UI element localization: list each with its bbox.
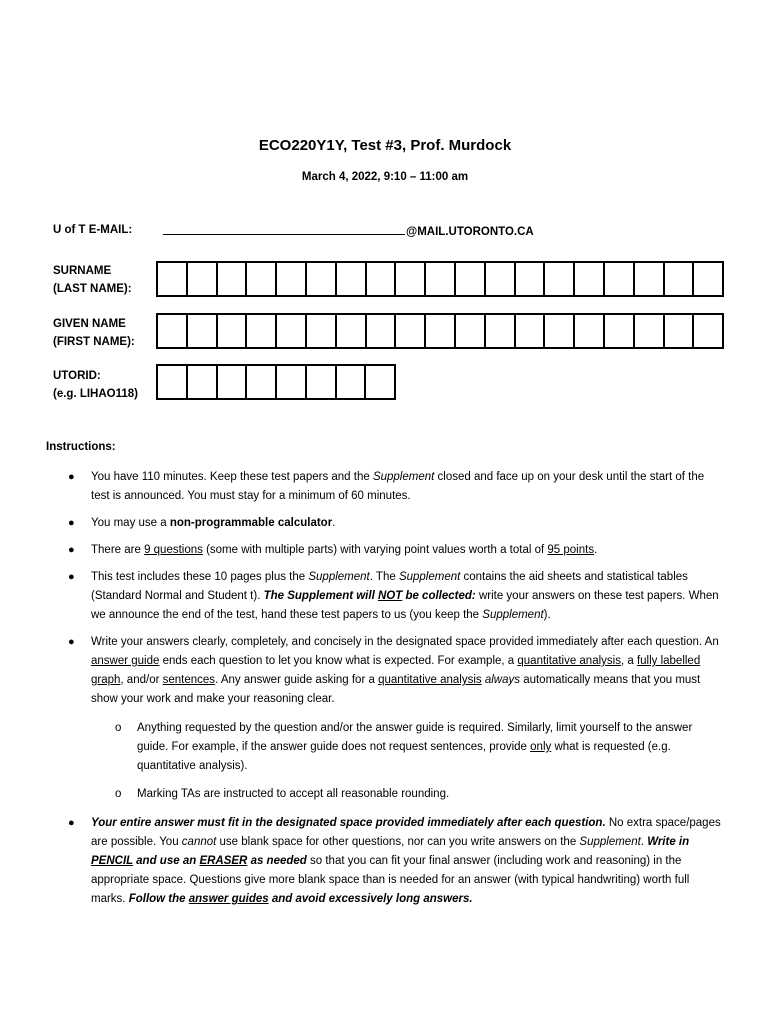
instruction-space: ● Your entire answer must fit in the designated space provided immediately after each question. No extra space/pages are possible. You cannot use blank space for other questions, nor can you write answers on the Supplement. Write in PENCIL and use an ERASER as needed so that you can fit your final answer (including work and reasoning) in the appropriate space. Questions give more blank space than is needed for an answer (with typical handwriting) worth full marks. Follow the answer guides and avoid excessively long answers. xyxy=(65,814,725,909)
surname-boxes[interactable] xyxy=(156,261,724,297)
bullet-icon: ● xyxy=(68,544,75,556)
sub-instruction-guide: o Anything requested by the question and/or the answer guide is required. Similarly, limit yourself to the answer guide. For example, if the answer guide does not request sentences, provide only what is requested (e.g. quantitative analysis). xyxy=(65,719,725,776)
bullet-icon: ● xyxy=(68,636,75,648)
letter-box[interactable] xyxy=(307,366,337,398)
email-blank-line[interactable] xyxy=(163,222,405,235)
letter-box[interactable] xyxy=(218,263,248,295)
given-name-label xyxy=(53,315,135,351)
letter-box[interactable] xyxy=(456,263,486,295)
email-field[interactable] xyxy=(163,222,534,238)
letter-box[interactable] xyxy=(247,366,277,398)
letter-box[interactable] xyxy=(218,366,248,398)
given-name-label-line2: (FIRST NAME): xyxy=(53,336,135,348)
instruction-questions: ● There are 9 questions (some with multiple parts) with varying point values worth a total of 95 points. xyxy=(65,541,725,560)
letter-box[interactable] xyxy=(158,315,188,347)
bullet-icon: ● xyxy=(68,517,75,529)
letter-box[interactable] xyxy=(605,315,635,347)
letter-box[interactable] xyxy=(694,263,722,295)
letter-box[interactable] xyxy=(694,315,722,347)
letter-box[interactable] xyxy=(545,263,575,295)
letter-box[interactable] xyxy=(366,366,394,398)
letter-box[interactable] xyxy=(188,263,218,295)
letter-box[interactable] xyxy=(665,263,695,295)
letter-box[interactable] xyxy=(247,315,277,347)
letter-box[interactable] xyxy=(396,315,426,347)
surname-label-line1: SURNAME xyxy=(53,265,112,277)
letter-box[interactable] xyxy=(277,315,307,347)
letter-box[interactable] xyxy=(337,315,367,347)
letter-box[interactable] xyxy=(426,315,456,347)
letter-box[interactable] xyxy=(635,263,665,295)
letter-box[interactable] xyxy=(635,315,665,347)
letter-box[interactable] xyxy=(456,315,486,347)
letter-box[interactable] xyxy=(218,315,248,347)
utorid-label xyxy=(53,367,138,403)
letter-box[interactable] xyxy=(188,366,218,398)
letter-box[interactable] xyxy=(545,315,575,347)
letter-box[interactable] xyxy=(516,315,546,347)
bullet-icon: ● xyxy=(68,817,75,829)
utorid-boxes[interactable] xyxy=(156,364,396,400)
letter-box[interactable] xyxy=(665,315,695,347)
letter-box[interactable] xyxy=(307,315,337,347)
given-name-label-line1: GIVEN NAME xyxy=(53,318,126,330)
letter-box[interactable] xyxy=(337,263,367,295)
bullet-icon: ● xyxy=(68,571,75,583)
test-date: March 4, 2022, 9:10 – 11:00 am xyxy=(301,171,469,183)
letter-box[interactable] xyxy=(307,263,337,295)
letter-box[interactable] xyxy=(426,263,456,295)
letter-box[interactable] xyxy=(277,366,307,398)
letter-box[interactable] xyxy=(605,263,635,295)
letter-box[interactable] xyxy=(367,263,397,295)
letter-box[interactable] xyxy=(188,315,218,347)
email-label: U of T E-MAIL: xyxy=(53,224,133,236)
letter-box[interactable] xyxy=(337,366,367,398)
letter-box[interactable] xyxy=(396,263,426,295)
letter-box[interactable] xyxy=(158,263,188,295)
utorid-label-line2: (e.g. LIHAO118) xyxy=(53,388,138,400)
circle-bullet-icon: o xyxy=(115,722,122,734)
letter-box[interactable] xyxy=(158,366,188,398)
page-title: ECO220Y1Y, Test #3, Prof. Murdock xyxy=(258,137,512,154)
letter-box[interactable] xyxy=(367,315,397,347)
letter-box[interactable] xyxy=(516,263,546,295)
instructions-heading: Instructions: xyxy=(46,441,116,453)
letter-box[interactable] xyxy=(247,263,277,295)
instructions-list xyxy=(65,468,725,917)
letter-box[interactable] xyxy=(486,263,516,295)
letter-box[interactable] xyxy=(575,263,605,295)
circle-bullet-icon: o xyxy=(115,788,122,800)
surname-label xyxy=(53,262,132,298)
letter-box[interactable] xyxy=(575,315,605,347)
instruction-supplement: ● This test includes these 10 pages plus the Supplement. The Supplement contains the aid sheets and statistical tables (Standard Normal and Student t). The Supplement will NOT be collected: write your answers on these test papers. When we announce the end of the test, hand these test papers to us (you keep the Supplement). xyxy=(65,568,725,625)
letter-box[interactable] xyxy=(277,263,307,295)
utorid-label-line1: UTORID: xyxy=(53,370,101,382)
bullet-icon: ● xyxy=(68,471,75,483)
sub-instruction-rounding: o Marking TAs are instructed to accept all reasonable rounding. xyxy=(65,785,725,804)
letter-box[interactable] xyxy=(486,315,516,347)
instruction-answers: ● Write your answers clearly, completely, and concisely in the designated space provided immediately after each question. An answer guide ends each question to let you know what is expected. For example, a quantitative analysis, a fully labelled graph, and/or sentences. Any answer guide asking for a quantitative analysis always automatically means that you must show your work and make your reasoning clear. xyxy=(65,633,725,709)
email-domain: @MAIL.UTORONTO.CA xyxy=(406,226,534,238)
surname-label-line2: (LAST NAME): xyxy=(53,283,132,295)
instruction-time: ● You have 110 minutes. Keep these test papers and the Supplement closed and face up on your desk until the start of the test is announced. You must stay for a minimum of 60 minutes. xyxy=(65,468,725,506)
instruction-calculator: ● You may use a non-programmable calculator. xyxy=(65,514,725,533)
given-name-boxes[interactable] xyxy=(156,313,724,349)
